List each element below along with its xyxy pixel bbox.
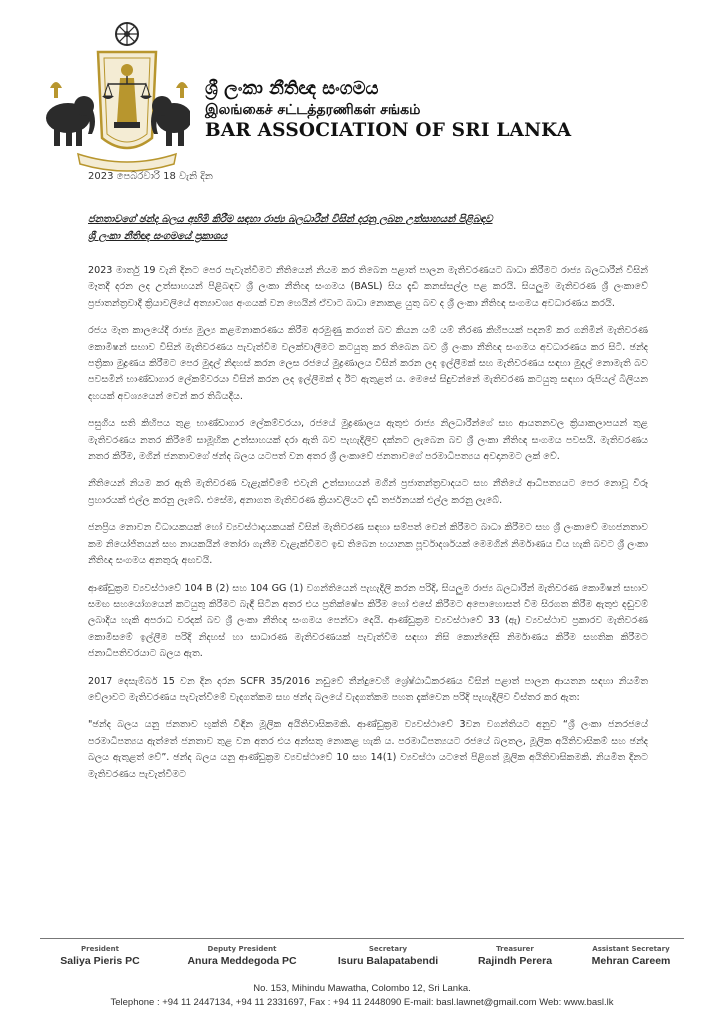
document-heading [88, 211, 648, 245]
paragraph-4: නීතියෙන් නියම කර ඇති මැතිවරණ වැළැක්වීමේ එවැනි උත්සාහයන් මගින් ප්‍රජාතන්ත්‍රවාදයට සහ නීතියේ ආධිපත්‍යයට පෙර නොවූ විරූ ප්‍රහාරයක් එල්ල කරනු ලැබේ. එසේම, අනාගත මැතිවරණ ක්‍රියාවලියට දැඩි තර්ජනයක් එල්ල කරනු ලැබේ. [88, 478, 648, 506]
paragraph-2: රජය මෑත කාලයේදී රාජ්‍ය මුල්‍ය කළමනාකරණය කිරීම අරමුණු කරගත් බව කියන යම් යම් තීරණ කිහිපයක් පදනම් කර ගනිමින් මැතිවරණ කොමිෂන් සභාව විසින් මැතිවරණය පැවැත්වීම වලක්වාලීමට කටයුතු කර තිබෙන බව ශ්‍රී ලංකා නීතිඥ සංගමය අවධාරණය කර සිටී. ඡන්ද පත්‍රිකා මුද්‍රණය කිරීමට පෙර මුදල් නිදහස් කරන ලෙස රජයේ මුද්‍රණාලය විසින් කරන ලද ඉල්ලීමක් සහ මැතිවරණය සඳහා මුදල් නොමැති බව පවසමින් භාණ්ඩාගාර ලේකම්වරයා විසින් කරන ලද ඉල්ලීමක් ද ඊට ඇතුළත් ය. මෙසේ සිදුවන්නේ මැතිවරණ කටයුතු සඳහා රුපියල් බිලියන දහයක් අවශ්‍යයෙන් වෙන් කර තිබියදීය. [88, 325, 648, 402]
officer-deputy-president [172, 944, 312, 968]
footer-address: No. 153, Mihindu Mawatha, Colombo 12, Sri Lanka. [253, 983, 471, 994]
org-name-tamil: இலங்கைச் சட்டத்தரணிகள் சங்கம் [205, 102, 421, 118]
org-name-sinhala: ශ්‍රී ලංකා නීතිඥ සංගමය [205, 78, 379, 99]
paragraph-6: ආණ්ඩුක්‍රම ව්‍යවස්ථාවේ 104 B (2) සහ 104 GG (1) වගන්තියෙන් පැහැදිලි කරන පරිදි, සියලුම රාජ්‍ය බලධාරීන් මැතිවරණ කොමිෂන් සභාව සමඟ සහයෝගයෙන් කටයුතු කිරීමට බැඳී සිටින අතර එය ප්‍රතික්ෂේප කිරීම හෝ එසේ කිරීමට අපොහොසත් වීම සිරගත කිරීම ඇතුළු දඬුවම් ලබාදිය හැකි අපරාධ වරදක් බව ශ්‍රී ලංකා නීතිඥ සංගමය පෙන්වා දෙයි. ආණ්ඩුක්‍රම ව්‍යවස්ථාවේ 33 (ඇ) ව්‍යවස්ථාව ප්‍රකාරව මැතිවරණ කොමිසමේ ඉල්ලීම පරිදි නිදහස් හා සාධාරණ මැතිවරණයක් පැවැත්වීම සඳහා නිසි කොන්දේසි නිර්මාණය කිරීම සහතික කිරීමට ජනාධිපතිවරයාට බලය ඇත. [88, 582, 648, 660]
officer-president [40, 944, 160, 968]
officer-name: Rajindh Perera [477, 955, 553, 967]
officer-treasurer [460, 944, 570, 968]
officer-assistant-secretary [578, 944, 684, 968]
paragraph-3: පසුගිය සති කිහිපය තුළ භාණ්ඩාගාර ලේකම්වරයා, රජයේ මුද්‍රණාලය ඇතුළු රාජ්‍ය නිලධාරීන්ගේ සහ ආයතනවල ක්‍රියාකලාපයන් තුළ මැතිවරණය නතර කිරීමේ සාමූහික උත්සාහයක් දරා ඇති බව පැහැදිලිව දක්නට ලැබෙන බව ශ්‍රී ලංකා නීතිඥ සංගමය පවසයි. මැතිවරණය නතර කිරීම, මගින් ජනතාවගේ ඡන්ද බලය යටපත් වන අතර ශ්‍රී ලංකාවේ ජනතාවගේ පරමාධිපත්‍යය අවදානමට ලක් වේ. [88, 418, 648, 463]
elephant-right-icon [151, 96, 190, 146]
paragraph-1: 2023 මාර්තු 19 වැනි දිනට පෙර පැවැත්වීමට නීතියෙන් නියම කර තිබෙන පළාත් පාලන මැතිවරණයට බාධා කිරීමට රාජ්‍ය බලධාරීන් විසින් මෑතදී දරන ලද උත්සාහයන් පිළිබඳව ශ්‍රී ලංකා නීතිඥ සංගමය (BASL) සිය දැඩි කනස්සල්ල පළ කරයි. සියලුම මැතිවරණ ශ්‍රී ලංකාවේ ප්‍රජාතන්ත්‍රවාදී ක්‍රියාවලියේ අත්‍යාවශ්‍ය අංගයක් වන හෙයින් ඒවාට බාධා නොකළ යුතු බව ද ශ්‍රී ලංකා නීතිඥ සංගමය අවධාරණය කරයි. [88, 265, 648, 309]
dharma-wheel-icon [116, 23, 138, 45]
org-name-english: BAR ASSOCIATION OF SRI LANKA [205, 120, 572, 141]
footer-contact-details: Telephone : +94 11 2447134, +94 11 2331697, Fax : +94 11 2448090 E-mail: basl.lawnet@gmail.com Web: www.basl.lk [110, 997, 614, 1008]
officer-role: Treasurer [496, 945, 534, 953]
officer-role: President [81, 945, 119, 953]
heading-line-1: ජනතාවගේ ඡන්ද බලය අහිමි කිරීම සඳහා රාජ්‍ය බලධාරීන් විසින් දරනු ලබන උත්සාහයන් පිළිබඳව [88, 214, 493, 225]
officer-name: Isuru Balapatabendi [337, 955, 439, 967]
office-bearers [40, 944, 684, 978]
officer-name: Mehran Careem [591, 955, 671, 967]
basl-emblem-logo [40, 18, 190, 178]
heading-line-2: ශ්‍රී ලංකා නීතිඥ සංගමයේ ප්‍රකාශය [88, 231, 228, 242]
quoted-judgment: "ඡන්ද බලය යනු ජනතාව භුක්ති විඳින මූලික අයිතිවාසිකමකි. ආණ්ඩුක්‍රම ව්‍යවස්ථාවේ 3වන වගන්තියට අනුව “ශ්‍රී ලංකා ජනරජයේ පරමාධිපත්‍යය ඇත්තේ ජනතාව තුළ වන අතර එය අන්සතු නොකළ හැකි ය. පරමාධිපත්‍යයට රජයේ බලතල, මූලික අයිතිවාසිකම් සහ ඡන්ද බලය ඇතුළත් වේ”. ඡන්ද බලය යනු ආණ්ඩුක්‍රම ව්‍යවස්ථාවේ 10 සහ 14(1) ව්‍යවස්ථා යටතේ පිළිගත් මූලික අයිතිවාසිකමකි. නියමිත දිනට මැතිවරණය පැවැත්වීමට [88, 719, 648, 780]
footer-divider [40, 938, 684, 939]
officer-name: Saliya Pieris PC [60, 955, 140, 967]
paragraph-5: ජනප්‍රිය නොවන විධායකයක් හෝ ව්‍යවස්ථාදායකයක් විසින් මැතිවරණ සඳහා සම්පත් වෙන් කිරීමට බාධා කිරීමට සහ ශ්‍රී ලංකාවේ මහජනතාව කම නියෝජිතයන් සහ නායකයින් තෝරා ගැනීම වැළැක්වීමට ඉඩ තිබෙන භයානක පූර්වාදර්ශයක් මෙමගින් නිර්මාණය විය හැකි බවට ශ්‍රී ලංකා නීතිඥ සංගමය අනතුරු අඟවයි. [88, 522, 648, 567]
officer-role: Assistant Secretary [592, 945, 670, 953]
document-date: 2023 පෙබරවාරි 18 වැනි දින [88, 171, 213, 182]
paragraph-7: 2017 දෙසැම්බර් 15 වන දින දරන SCFR 35/2016 නඩුවේ තීන්දුවෙහි ශ්‍රේෂ්ඨාධිකරණය විසින් පළාත් පාලන ආයතන සඳහා නියමිත වේලාවට මැතිවරණය පැවැත්වීමේ වැදගත්කම සහ ඡන්ද බලයේ වැදගත්කම පහත දැක්වෙන පරිදි පැහැදිලිව විස්තර කර ඇත: [88, 675, 648, 703]
officer-role: Secretary [368, 945, 408, 953]
officer-role: Deputy President [207, 945, 277, 953]
organization-name-block [205, 78, 571, 142]
officer-name: Anura Meddegoda PC [187, 955, 297, 967]
officer-secretary [323, 944, 453, 968]
document-body [88, 263, 648, 783]
elephant-left-icon [46, 96, 95, 146]
